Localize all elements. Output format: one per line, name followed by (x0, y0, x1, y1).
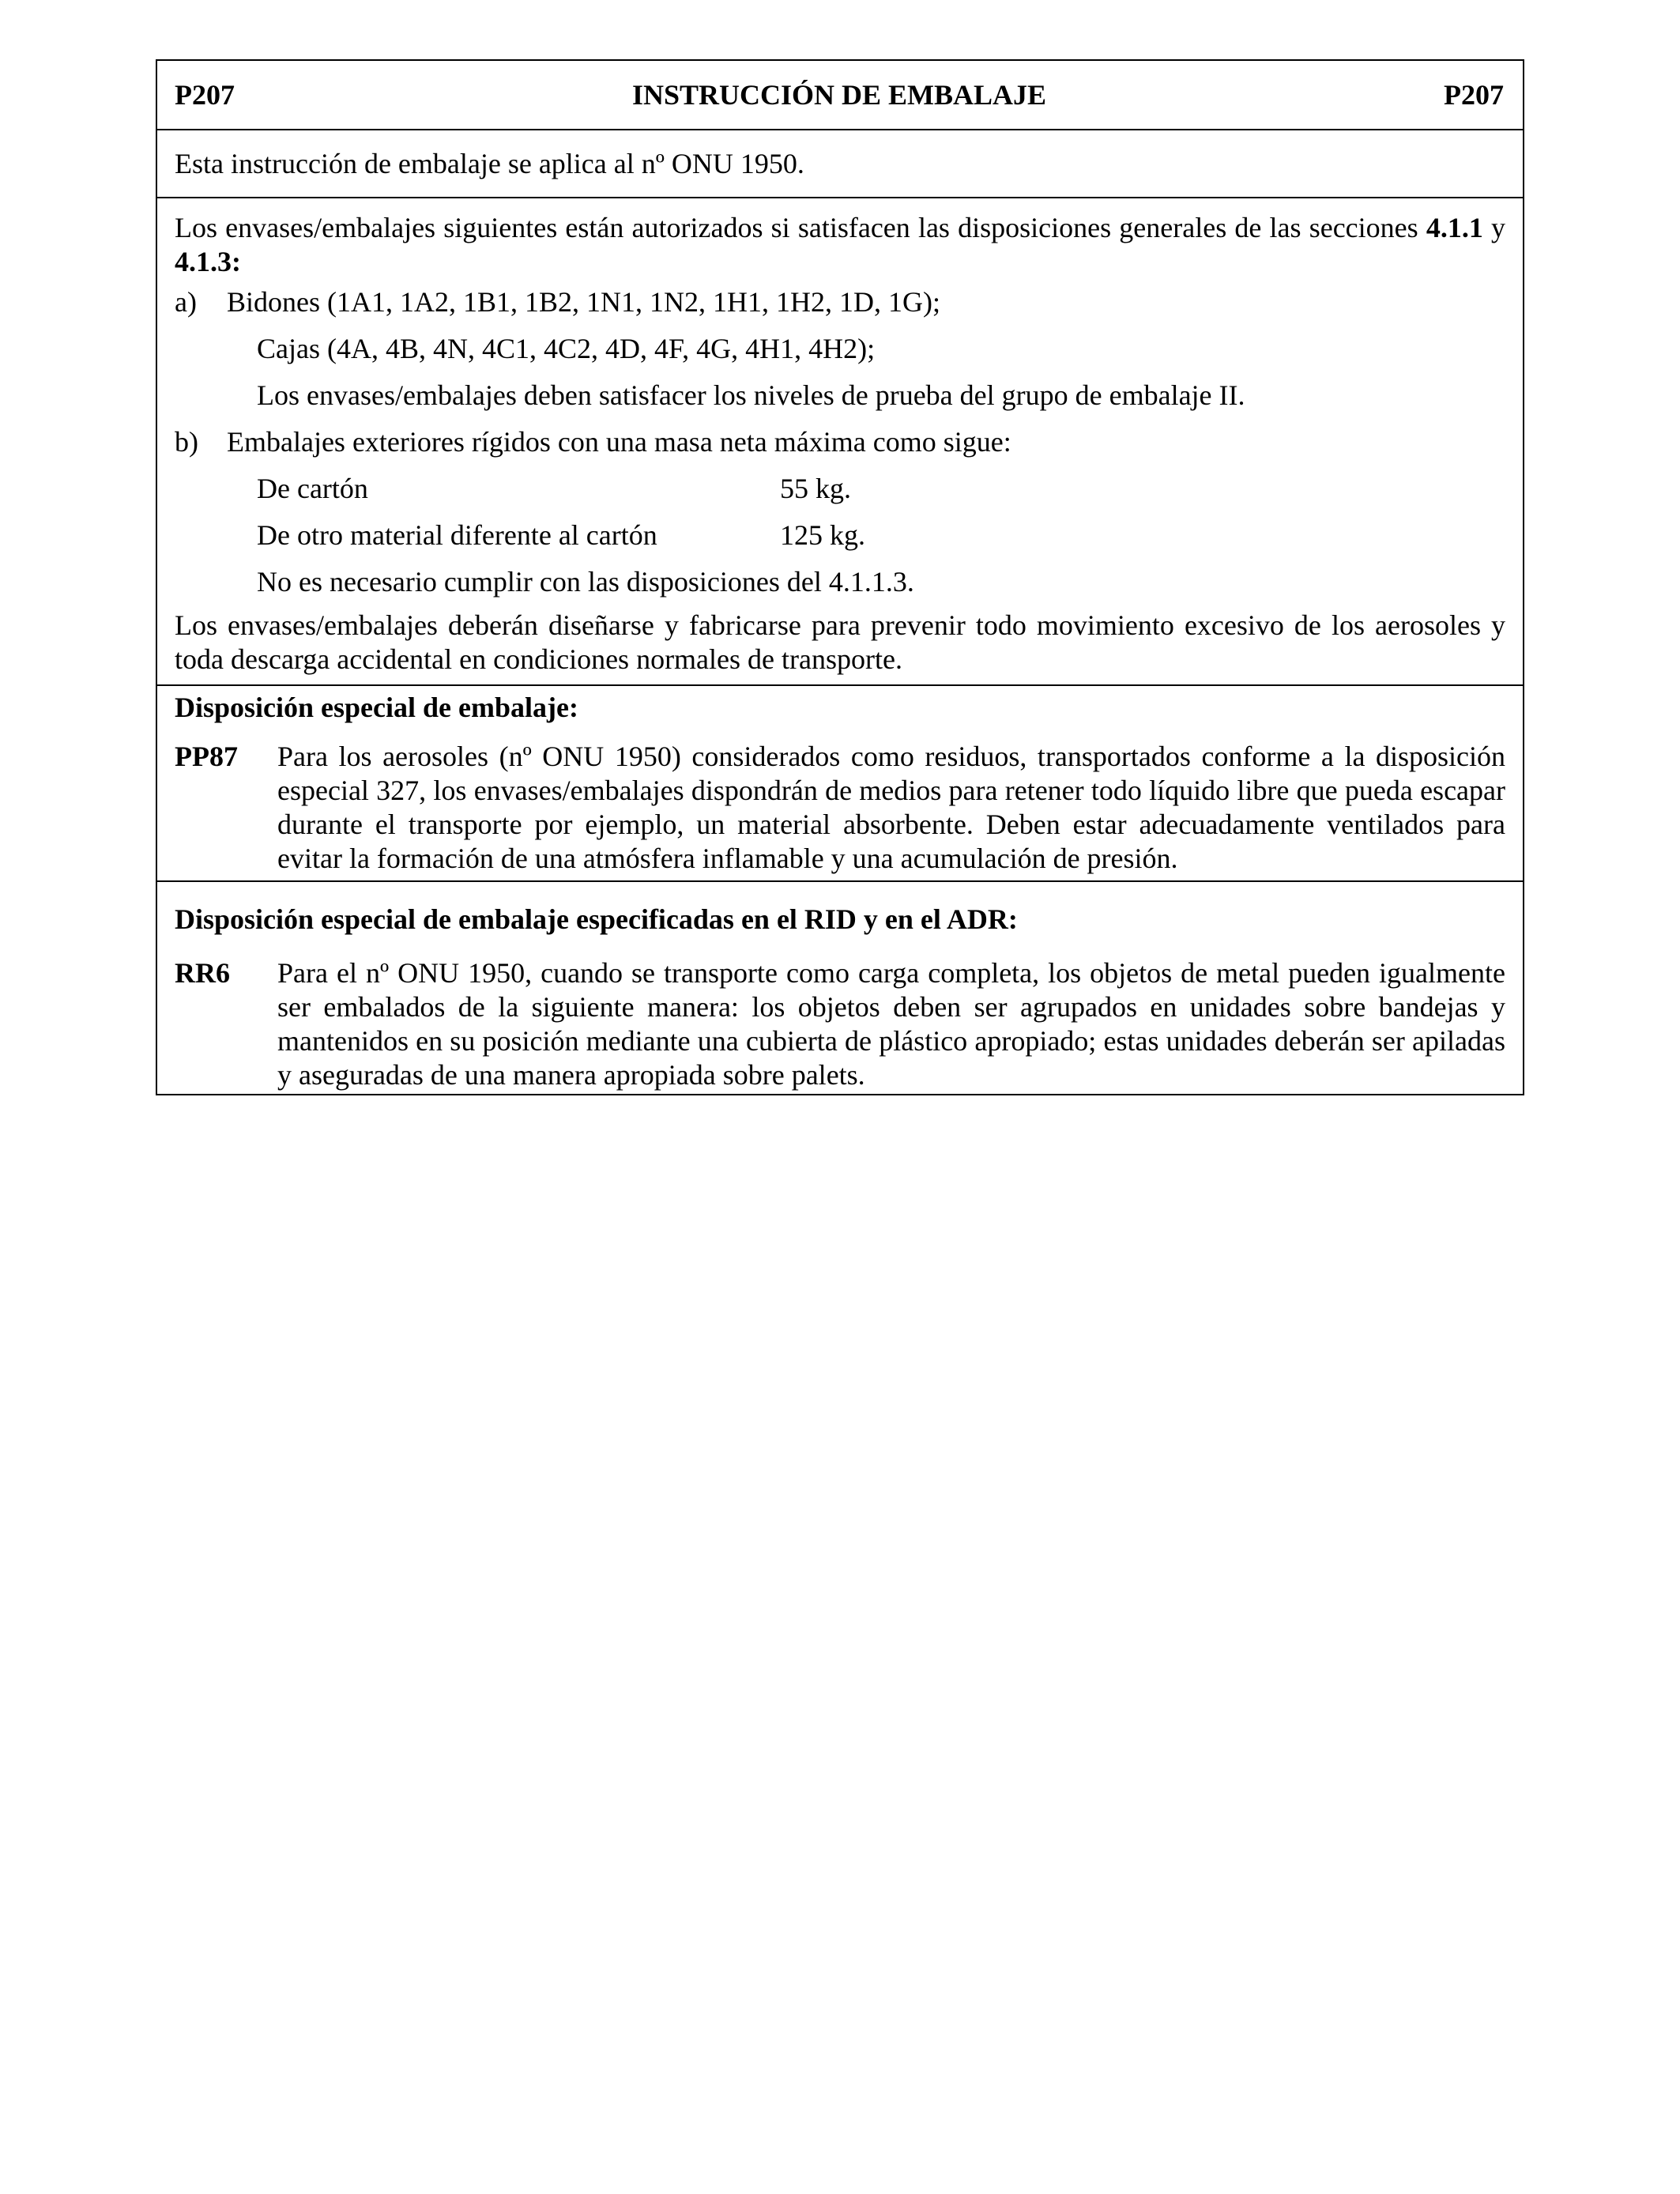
mass-value: 55 kg. (780, 473, 851, 504)
provision-text: Para el nº ONU 1950, cuando se transporte como carga completa, los objetos de metal pueden igualmente ser embalados de la siguiente manera: los objetos deben ser agrupados en unidades sobre bandejas y mantenidos en su posición mediante una cubierta de plástico apropiado; estas unidades deberán ser apiladas y aseguradas de una manera apropiada sobre palets. (277, 957, 1505, 1091)
provision-pp87 (175, 740, 1505, 876)
intro-mid: y (1482, 212, 1506, 243)
intro-paragraph (175, 211, 1505, 279)
instruction-title: INSTRUCCIÓN DE EMBALAJE (631, 79, 1047, 111)
mass-label: De otro material diferente al cartón (257, 519, 657, 551)
intro-ref-2: 4.1.3: (175, 246, 241, 277)
packing-instruction-table (156, 59, 1524, 1095)
rid-adr-provision-section (157, 880, 1523, 1094)
provision-code: PP87 (175, 741, 238, 772)
authorized-packagings-section (157, 197, 1523, 684)
special-provision-heading: Disposición especial de embalaje: (175, 691, 578, 723)
mass-value: 125 kg. (780, 519, 865, 551)
provision-rr6 (175, 956, 1505, 1092)
mass-label: De cartón (257, 473, 368, 504)
item-a (175, 279, 1505, 326)
intro-prefix: Los envases/embalajes siguientes están autorizados si satisfacen las disposiciones generales de las secciones (175, 212, 1426, 243)
item-b-letter: b) (175, 426, 198, 458)
provision-code: RR6 (175, 957, 230, 989)
closing-paragraph: Los envases/embalajes deberán diseñarse y fabricarse para prevenir todo movimiento excesivo de los aerosoles y toda descarga accidental en condiciones normales de transporte. (175, 609, 1505, 675)
intro-ref-1: 4.1.1 (1426, 212, 1483, 243)
item-a-text: Bidones (1A1, 1A2, 1B1, 1B2, 1N1, 1N2, 1H1, 1H2, 1D, 1G); (227, 286, 940, 318)
mass-row (175, 512, 1505, 559)
rid-adr-heading: Disposición especial de embalaje especificadas en el RID y en el ADR: (175, 903, 1018, 935)
instruction-code-right: P207 (1443, 79, 1504, 111)
mass-row (175, 466, 1505, 512)
instruction-code-left: P207 (175, 79, 235, 111)
item-b-note (175, 559, 1505, 605)
provision-text: Para los aerosoles (nº ONU 1950) considerados como residuos, transportados conforme a la disposición especial 327, los envases/embalajes dispondrán de medios para retener todo líquido libre que pueda escapar durante el transporte por ejemplo, un material absorbente. Deben estar adecuadamente ventilados para evitar la formación de una atmósfera inflamable y una acumulación de presión. (277, 741, 1505, 874)
item-b-note-text: No es necesario cumplir con las disposiciones del 4.1.1.3. (257, 566, 914, 598)
item-b-text: Embalajes exteriores rígidos con una masa neta máxima como sigue: (227, 426, 1011, 458)
item-a-boxes-text: Cajas (4A, 4B, 4N, 4C1, 4C2, 4D, 4F, 4G, 4H1, 4H2); (257, 333, 876, 364)
item-a-note-text: Los envases/embalajes deben satisfacer los niveles de prueba del grupo de embalaje II. (257, 379, 1245, 411)
item-a-letter: a) (175, 286, 197, 318)
special-provision-section (157, 684, 1523, 880)
scope-text: Esta instrucción de embalaje se aplica al nº ONU 1950. (175, 148, 804, 179)
item-a-note (175, 372, 1505, 419)
item-b (175, 419, 1505, 466)
header-row (157, 61, 1523, 129)
item-a-boxes (175, 326, 1505, 372)
scope-row (157, 129, 1523, 197)
